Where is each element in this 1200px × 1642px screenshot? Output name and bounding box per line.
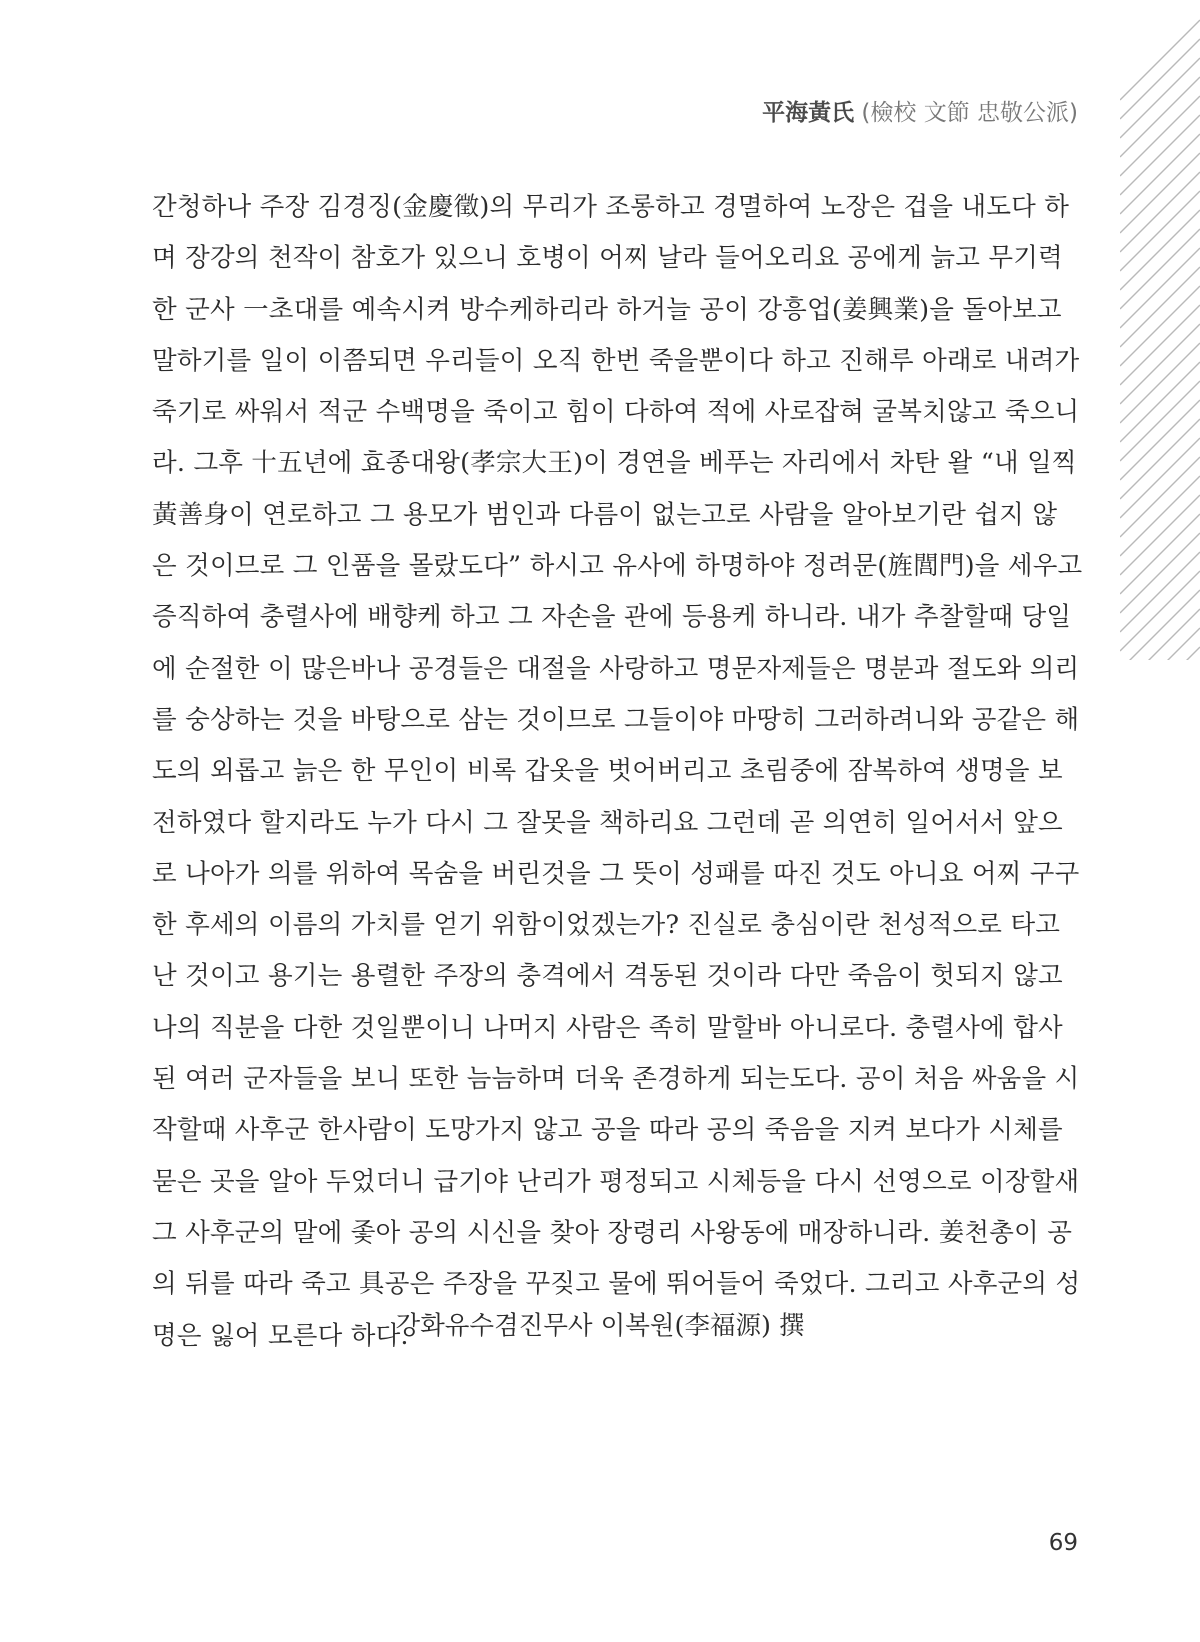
body-line: 를 숭상하는 것을 바탕으로 삼는 것이므로 그들이야 마땅히 그러하려니와 공같은 해: [152, 704, 1080, 735]
body-line: 한 후세의 이름의 가치를 얻기 위함이었겠는가? 진실로 충심이란 천성적으로 타고: [152, 910, 1061, 941]
body-line: 된 여러 군자들을 보니 또한 늠늠하며 더욱 존경하게 되는도다. 공이 처음 싸움을 시: [152, 1064, 1080, 1095]
body-line: 그 사후군의 말에 좇아 공의 시신을 찾아 장령리 사왕동에 매장하니라. 姜천총이 공: [152, 1217, 1073, 1248]
body-line: 의 뒤를 따라 죽고 具공은 주장을 꾸짖고 물에 뛰어들어 죽었다. 그리고 사후군의 성: [152, 1269, 1081, 1300]
header-title-sub: (檢校 文節 忠敬公派): [861, 100, 1078, 126]
body-line: 며 장강의 천작이 참호가 있으니 호병이 어찌 날라 들어오리요 공에게 늙고 무기력: [152, 243, 1063, 274]
body-line: 묻은 곳을 알아 두었더니 급기야 난리가 평정되고 시체등을 다시 선영으로 이장할새: [152, 1166, 1080, 1197]
body-text: [152, 182, 1083, 1362]
running-header: [762, 94, 1078, 127]
body-line: 증직하여 충렬사에 배향케 하고 그 자손을 관에 등용케 하니라. 내가 추찰할때 당일: [152, 602, 1072, 633]
body-line: 명은 잃어 모른다 하다.: [152, 1320, 409, 1351]
body-line: 한 군사 一초대를 예속시켜 방수케하리라 하거늘 공이 강흥업(姜興業)을 돌아보고: [152, 294, 1062, 325]
body-line: 난 것이고 용기는 용렬한 주장의 충격에서 격동된 것이라 다만 죽음이 헛되지 않고: [152, 961, 1063, 992]
body-line: 죽기로 싸워서 적군 수백명을 죽이고 힘이 다하여 적에 사로잡혀 굴복치않고 죽으니: [152, 397, 1080, 428]
body-line: 에 순절한 이 많은바나 공경들은 대절을 사랑하고 명문자제들은 명분과 절도와 의리: [152, 653, 1080, 684]
body-line: 나의 직분을 다한 것일뿐이니 나머지 사람은 족히 말할바 아니로다. 충렬사에 합사: [152, 1012, 1063, 1043]
body-line: 은 것이므로 그 인품을 몰랐도다” 하시고 유사에 하명하야 정려문(旌閭門)을 세우고: [152, 551, 1083, 582]
body-line: 도의 외롭고 늙은 한 무인이 비록 갑옷을 벗어버리고 초림중에 잠복하여 생명을 보: [152, 756, 1063, 787]
author-signature: 강화유수겸진무사 이복원(李福源) 撰: [395, 1311, 805, 1341]
body-line: 말하기를 일이 이쯤되면 우리들이 오직 한번 죽을뿐이다 하고 진해루 아래로 내려가: [152, 345, 1080, 376]
body-line: 로 나아가 의를 위하여 목숨을 버린것을 그 뜻이 성패를 따진 것도 아니요 어찌 구구: [152, 858, 1080, 889]
header-title-main: 平海黃氏: [762, 100, 855, 126]
body-line: 간청하나 주장 김경징(金慶徵)의 무리가 조롱하고 경멸하여 노장은 겁을 내도다 하: [152, 192, 1070, 222]
body-line: 黃善身이 연로하고 그 용모가 범인과 다름이 없는고로 사람을 알아보기란 쉽지 않: [152, 499, 1058, 530]
body-line: 전하였다 할지라도 누가 다시 그 잘못을 책하리요 그런데 곧 의연히 일어서서 앞으: [152, 807, 1063, 838]
page-number: 69: [1048, 1530, 1078, 1556]
corner-stripe-decoration: [1120, 0, 1200, 660]
body-line: 작할때 사후군 한사람이 도망가지 않고 공을 따라 공의 죽음을 지켜 보다가 시체를: [152, 1115, 1063, 1146]
body-line: 라. 그후 十五년에 효종대왕(孝宗大王)이 경연을 베푸는 자리에서 차탄 왈 “내 일찍: [152, 448, 1077, 479]
